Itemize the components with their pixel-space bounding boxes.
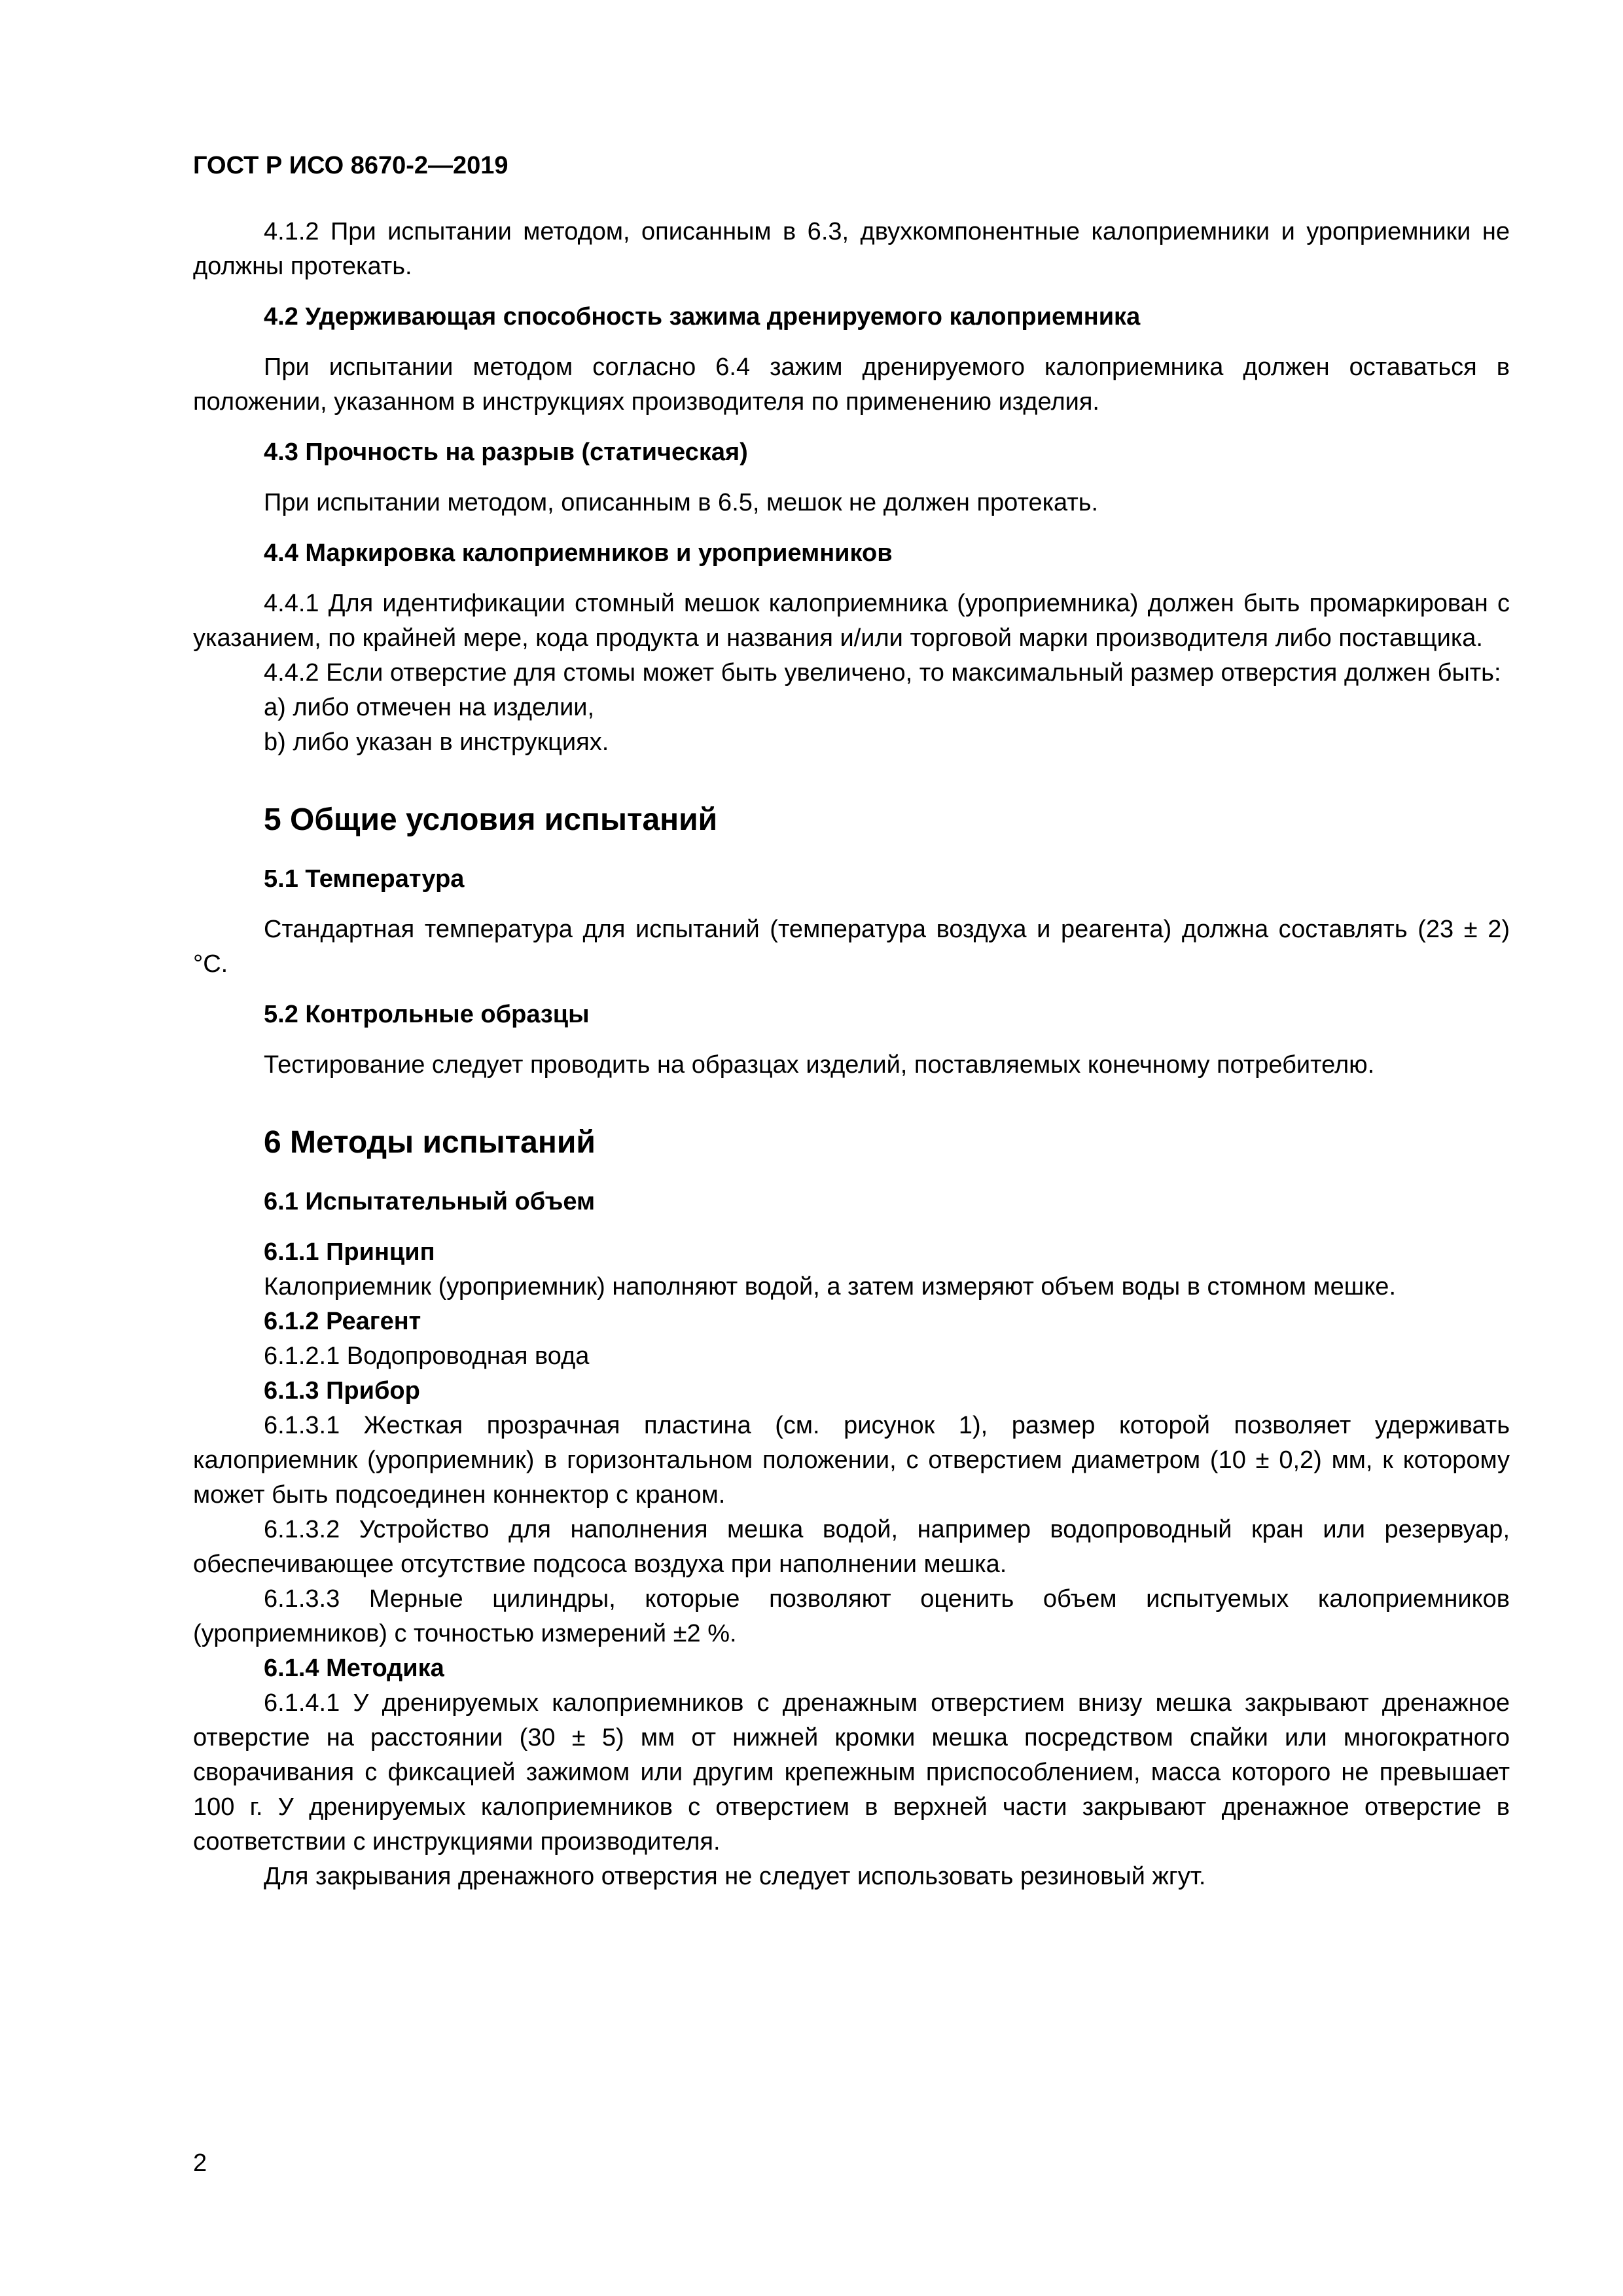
list-item-a: a) либо отмечен на изделии, <box>264 694 595 721</box>
heading-4-2: 4.2 Удерживающая способность зажима дренируемого калоприемника <box>264 303 1141 331</box>
heading-6-1-1: 6.1.1 Принцип <box>264 1238 435 1266</box>
paragraph-4-3: При испытании методом, описанным в 6.5, мешок не должен протекать. <box>264 489 1099 516</box>
heading-4-3: 4.3 Прочность на разрыв (статическая) <box>264 439 748 466</box>
paragraph-6-1-3-2: 6.1.3.2 Устройство для наполнения мешка водой, например водопроводный кран или резервуар, обеспечивающее отсутствие подсоса воздуха при наполнении мешка. <box>193 1516 1510 1578</box>
paragraph-4-4-2: 4.4.2 Если отверстие для стомы может быть увеличено, то максимальный размер отверстия должен быть: <box>264 659 1501 687</box>
heading-6-1: 6.1 Испытательный объем <box>264 1188 596 1215</box>
paragraph-5-1: Стандартная температура для испытаний (температура воздуха и реагента) должна составлять (23 ± 2) °С. <box>193 916 1510 978</box>
document-header: ГОСТ Р ИСО 8670-2—2019 <box>193 152 508 179</box>
heading-4-4: 4.4 Маркировка калоприемников и уроприемников <box>264 539 893 567</box>
page-number: 2 <box>193 2149 207 2177</box>
paragraph-4-1-2: 4.1.2 При испытании методом, описанным в 6.3, двухкомпонентные калоприемники и уроприемники не должны протекать. <box>193 218 1510 280</box>
paragraph-6-1-4-1: 6.1.4.1 У дренируемых калоприемников с дренажным отверстием внизу мешка закрывают дренажное отверстие на расстоянии (30 ± 5) мм от нижней кромки мешка посредством спайки или многократного сворачивания с фиксацией зажимом или другим крепежным приспособлением, масса которого не превышает 100 г. У дренируемых калоприемников с отверстием в верхней части закрывают дренажное отверстие в соответствии с инструкциями производителя. <box>193 1689 1510 1856</box>
list-item-b: b) либо указан в инструкциях. <box>264 728 609 756</box>
paragraph-4-4-1: 4.4.1 Для идентификации стомный мешок калоприемника (уроприемника) должен быть промаркирован с указанием, по крайней мере, кода продукта и названия и/или торговой марки производителя либо поставщика. <box>193 590 1510 652</box>
paragraph-5-2: Тестирование следует проводить на образцах изделий, поставляемых конечному потребителю. <box>264 1051 1375 1079</box>
heading-5-1: 5.1 Температура <box>264 865 465 893</box>
paragraph-6-1-2-1: 6.1.2.1 Водопроводная вода <box>264 1342 590 1370</box>
heading-6-1-3: 6.1.3 Прибор <box>264 1377 420 1405</box>
heading-5-2: 5.2 Контрольные образцы <box>264 1001 590 1028</box>
paragraph-4-2: При испытании методом согласно 6.4 зажим дренируемого калоприемника должен оставаться в положении, указанном в инструкциях производителя по применению изделия. <box>193 353 1510 416</box>
heading-section-6: 6 Методы испытаний <box>264 1125 596 1160</box>
paragraph-6-1-1: Калоприемник (уроприемник) наполняют водой, а затем измеряют объем воды в стомном мешке. <box>264 1273 1397 1300</box>
paragraph-6-1-4-note: Для закрывания дренажного отверстия не следует использовать резиновый жгут. <box>264 1863 1206 1890</box>
paragraph-6-1-3-3: 6.1.3.3 Мерные цилиндры, которые позволяют оценить объем испытуемых калоприемников (уроприемников) с точностью измерений ±2 %. <box>193 1585 1510 1647</box>
heading-section-5: 5 Общие условия испытаний <box>264 802 718 837</box>
heading-6-1-2: 6.1.2 Реагент <box>264 1308 421 1335</box>
paragraph-6-1-3-1: 6.1.3.1 Жесткая прозрачная пластина (см. рисунок 1), размер которой позволяет удерживать калоприемник (уроприемник) в горизонтальном положении, с отверстием диаметром (10 ± 0,2) мм, к которому может быть подсоединен коннектор с краном. <box>193 1412 1510 1509</box>
heading-6-1-4: 6.1.4 Методика <box>264 1655 444 1682</box>
